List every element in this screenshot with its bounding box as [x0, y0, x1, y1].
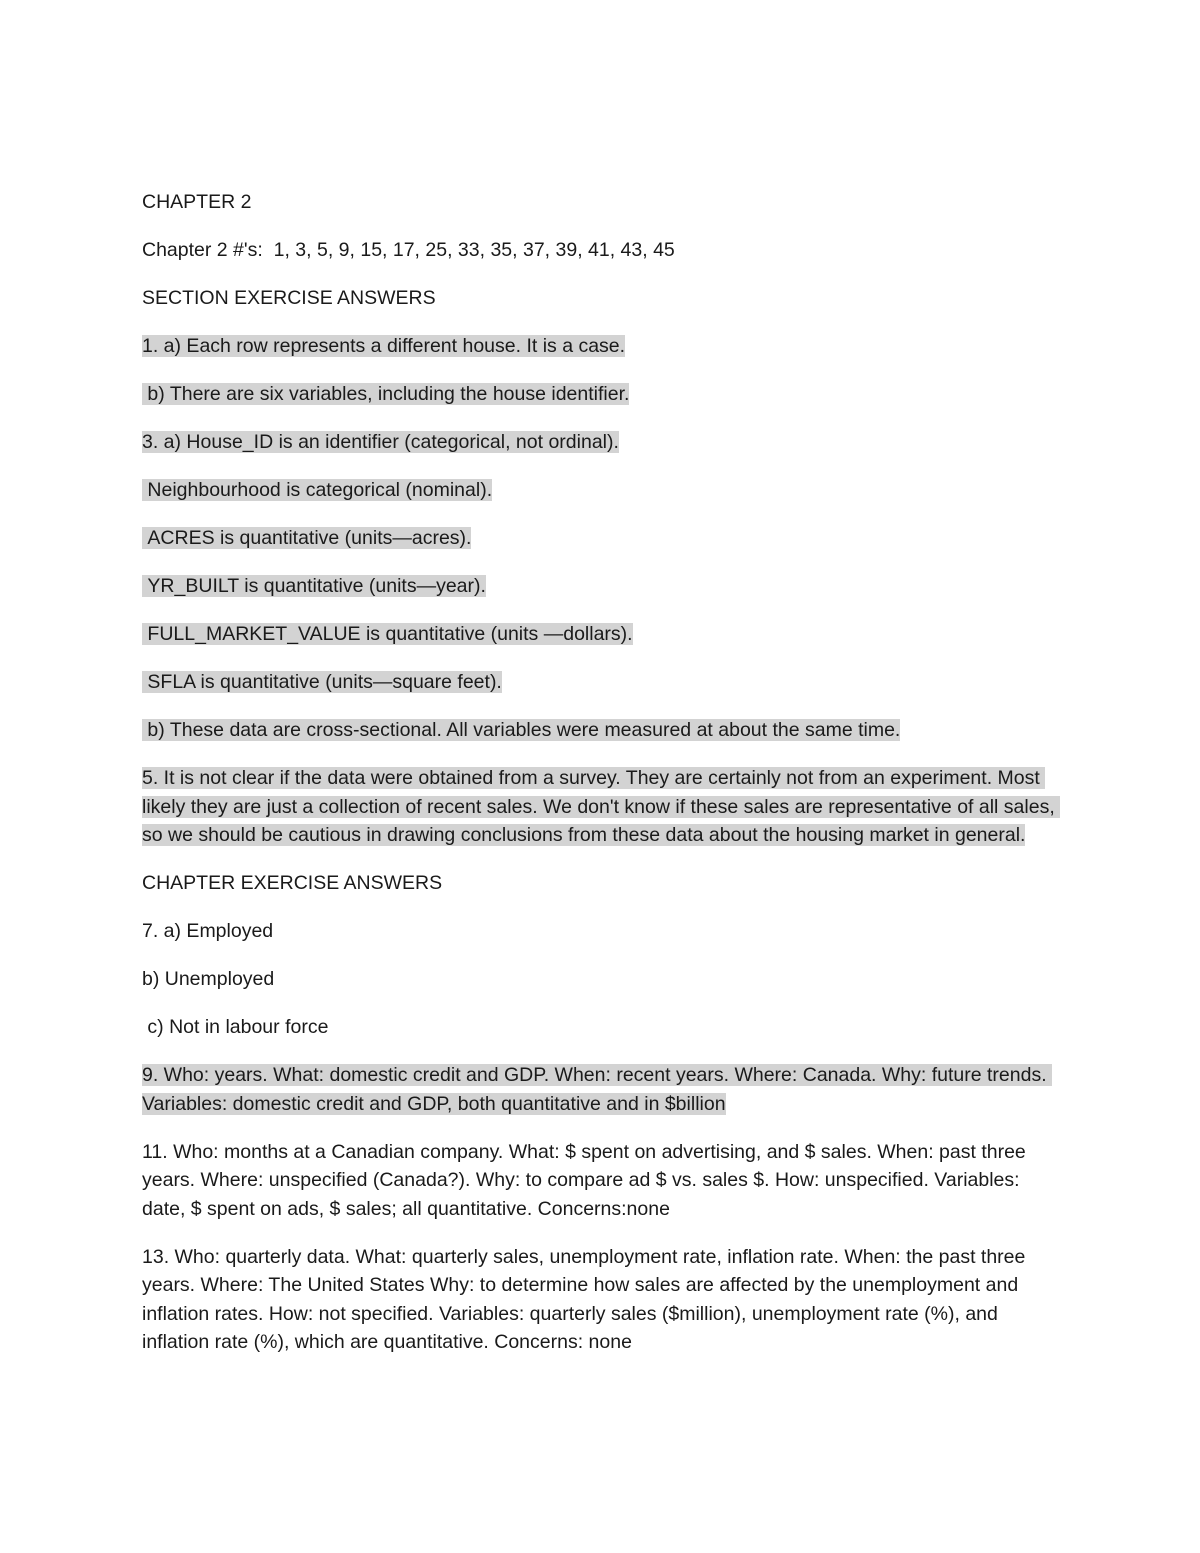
highlighted-text: FULL_MARKET_VALUE is quantitative (units —dollars).: [142, 623, 633, 645]
answer-7a: 7. a) Employed: [142, 920, 274, 942]
answer-7c: c) Not in labour force: [142, 1016, 329, 1038]
answer-7b: b) Unemployed: [142, 968, 275, 990]
document-page: [142, 188, 1062, 1376]
chapter-title: CHAPTER 2: [142, 191, 252, 213]
answer-1a: [142, 332, 1062, 361]
answer-3-acres: [142, 524, 1062, 553]
answer-3-full-market-value: [142, 620, 1062, 649]
answer-5: [142, 764, 1062, 850]
highlighted-text: SFLA is quantitative (units—square feet).: [142, 671, 502, 693]
highlighted-text: 9. Who: years. What: domestic credit and GDP. When: recent years. Where: Canada. Why: future trends. Variables: domestic credit and GDP, both quantitative and in $billion: [142, 1064, 1053, 1115]
answer-11: 11. Who: months at a Canadian company. What: $ spent on advertising, and $ sales. When: past three years. Where: unspecified (Canada?). Why: to compare ad $ vs. sales $. How: unspecified. Variables: date, $ spent on ads, $ sales; all quantitative. Concerns:none: [142, 1140, 1032, 1220]
highlighted-text: b) There are six variables, including the house identifier.: [142, 383, 630, 405]
answer-3a: [142, 428, 1062, 457]
highlighted-text: 3. a) House_ID is an identifier (categorical, not ordinal).: [142, 431, 619, 453]
highlighted-text: ACRES is quantitative (units—acres).: [142, 527, 472, 549]
highlighted-text: YR_BUILT is quantitative (units—year).: [142, 575, 486, 597]
highlighted-text: 1. a) Each row represents a different house. It is a case.: [142, 335, 626, 357]
chapter-exercise-numbers: Chapter 2 #'s: 1, 3, 5, 9, 15, 17, 25, 33, 35, 37, 39, 41, 43, 45: [142, 239, 675, 261]
highlighted-text: b) These data are cross-sectional. All variables were measured at about the same time.: [142, 719, 901, 741]
highlighted-text: Neighbourhood is categorical (nominal).: [142, 479, 493, 501]
highlighted-text: 5. It is not clear if the data were obtained from a survey. They are certainly not from an experiment. Most likely they are just a collection of recent sales. We don't know if these sales are representative of all sales, so we should be cautious in drawing conclusions from these data about the housing market in general.: [142, 767, 1061, 846]
chapter-exercise-heading: CHAPTER EXERCISE ANSWERS: [142, 872, 443, 894]
answer-1b: [142, 380, 1062, 409]
answer-13: 13. Who: quarterly data. What: quarterly sales, unemployment rate, inflation rate. When: the past three years. Where: The United States Why: to determine how sales are affected by the unemployment and inflation rates. How: not specified. Variables: quarterly sales ($million), unemployment rate (%), and inflation rate (%), which are quantitative. Concerns: none: [142, 1245, 1031, 1353]
answer-3-yr-built: [142, 572, 1062, 601]
answer-3-sfla: [142, 668, 1062, 697]
answer-3b: [142, 716, 1062, 745]
section-exercise-heading: SECTION EXERCISE ANSWERS: [142, 287, 436, 309]
answer-3-neighbourhood: [142, 476, 1062, 505]
answer-9: [142, 1061, 1062, 1118]
